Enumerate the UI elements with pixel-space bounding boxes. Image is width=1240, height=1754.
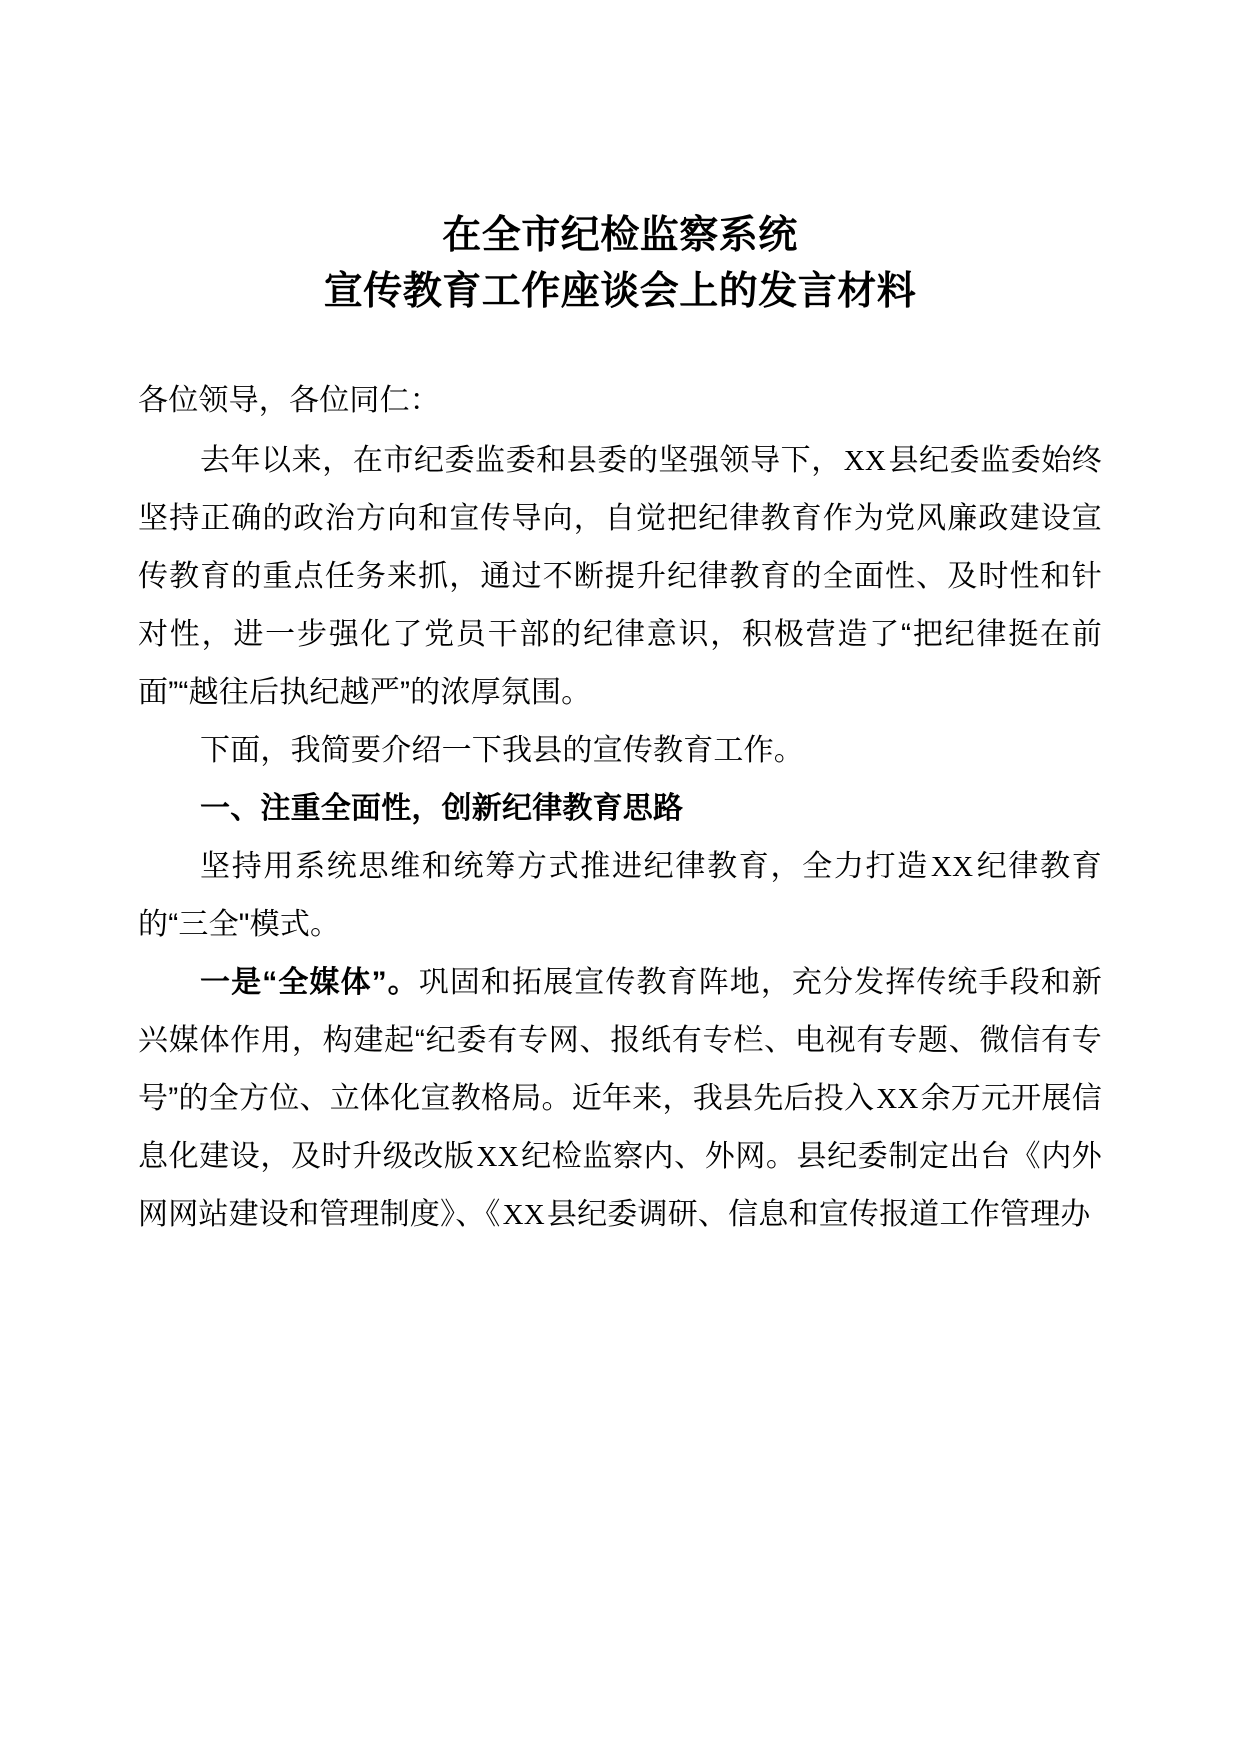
redacted-placeholder: XX [476,1141,519,1173]
paragraph-intro: 下面，我简要介绍一下我县的宣传教育工作。 [200,734,804,767]
paragraph-all-media: 一是“全媒体”。巩固和拓展宣传教育阵地，充分发挥传统手段和新兴媒体作用，构建起“纪委有专网、报纸有专栏、电视有专题、微信有专号”的全方位、立体化宣教格局。近年来，我县先后投入XX余万元开展信息化建设，及时升级改版XX纪检监察内、外网。县纪委制定出台《内外网网站建设和管理制度》、《XX县纪委调研、信息和宣传报道工作管理办 [138,966,1102,1231]
document-title-line-1: 在全市纪检监察系统 [442,214,798,257]
section-heading-one: 一、注重全面性，创新纪律教育思路 [200,792,684,825]
salutation: 各位领导，各位同仁： [138,384,440,417]
redacted-placeholder: XX [930,851,974,883]
document-title [138,208,1102,320]
paragraph-opening: 去年以来，在市纪委监委和县委的坚强领导下，XX县纪委监委始终坚持正确的政治方向和宣传导向，自觉把纪律教育作为党风廉政建设宣传教育的重点任务来抓，通过不断提升纪律教育的全面性、及时性和针对性，进一步强化了党员干部的纪律意识，积极营造了“把纪律挺在前面”“越往后执纪越严”的浓厚氛围。 [138,444,1103,709]
redacted-placeholder: XX [876,1083,919,1115]
redacted-placeholder: XX [502,1199,545,1231]
redacted-placeholder: XX [843,445,887,477]
document-title-line-2: 宣传教育工作座谈会上的发言材料 [323,270,917,313]
paragraph-lead-bold: 一是“全媒体”。 [200,966,419,999]
paragraph-three-all-model: 坚持用系统思维和统筹方式推进纪律教育，全力打造XX纪律教育的“三全"模式。 [138,850,1102,941]
